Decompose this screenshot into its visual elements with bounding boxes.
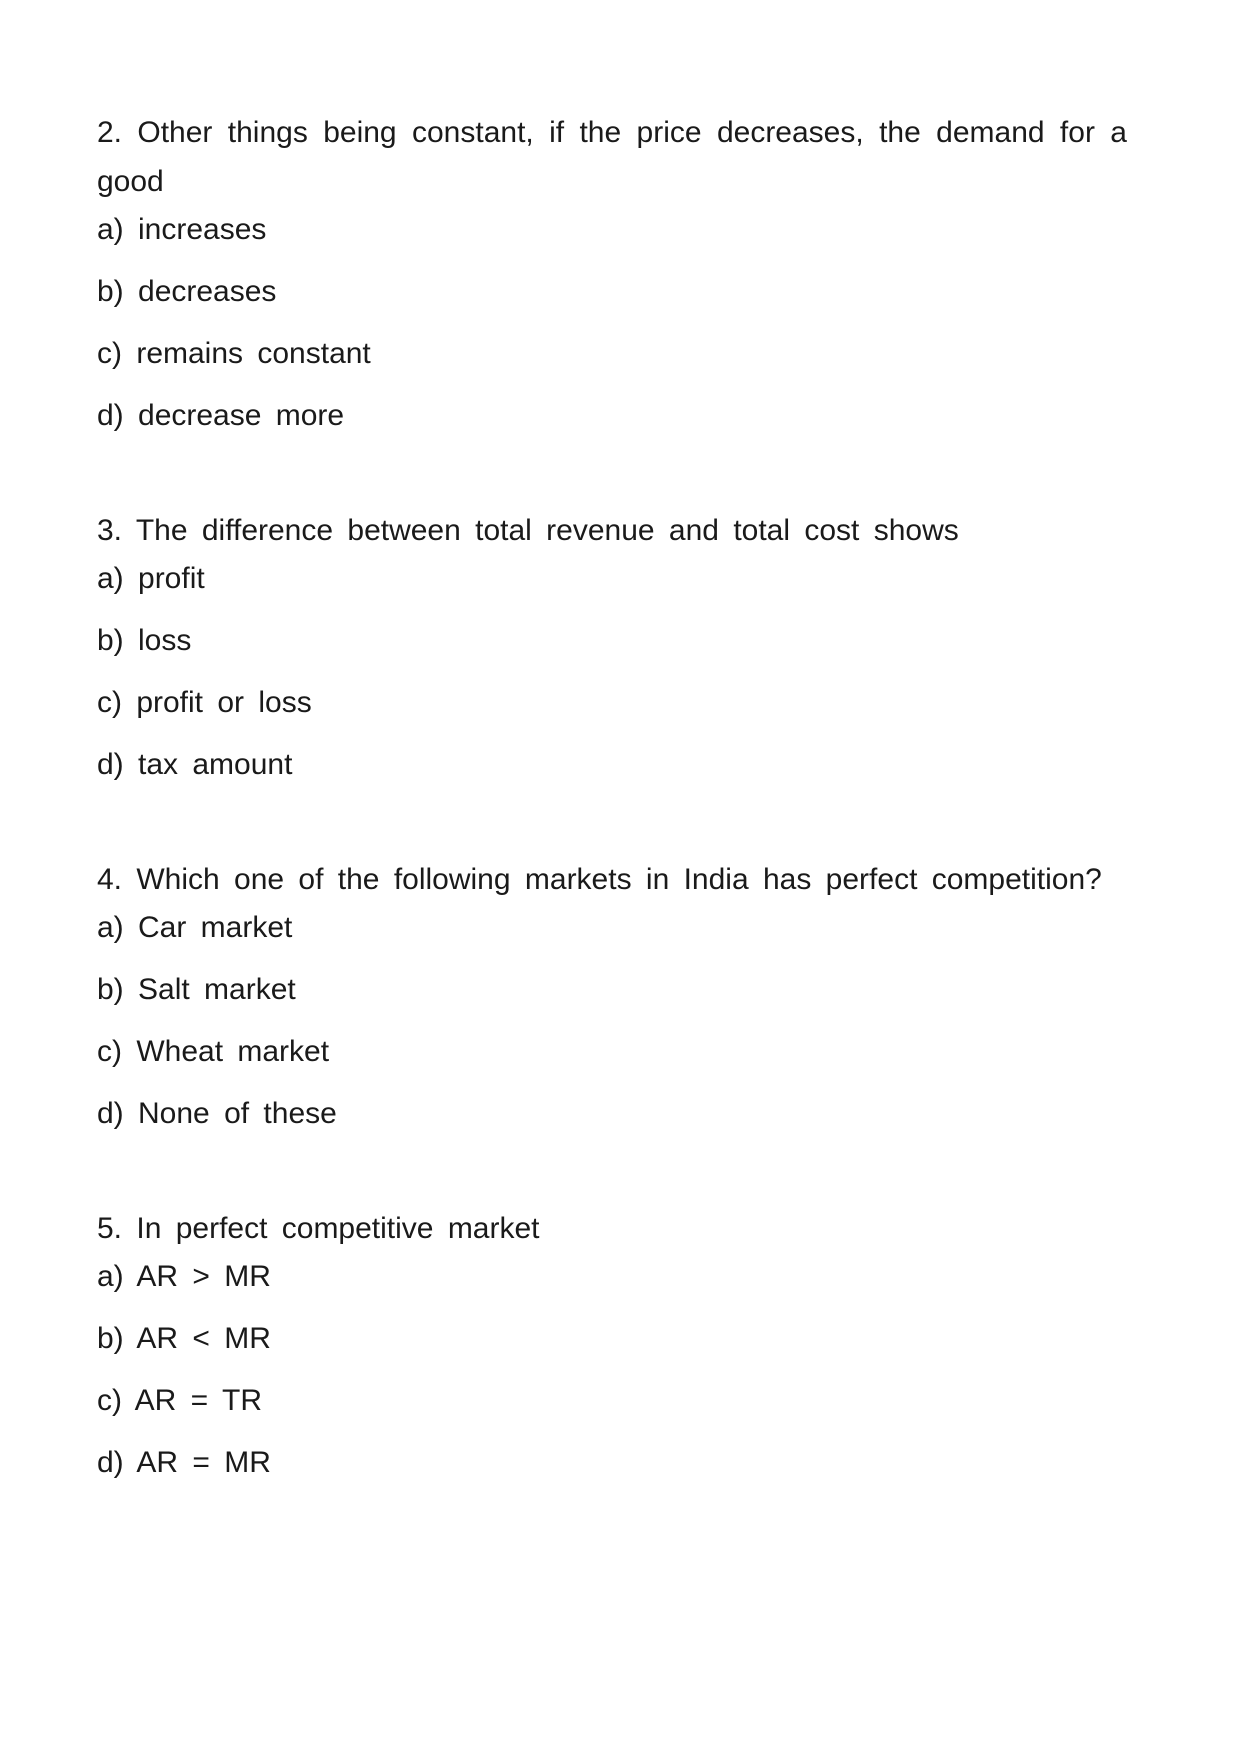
question-text: 3. The difference between total revenue and total cost shows (97, 514, 959, 547)
option-d: d) decrease more (97, 399, 345, 432)
option-a: a) increases (97, 213, 267, 246)
option-c: c) AR = TR (97, 1384, 262, 1417)
option-d: d) tax amount (97, 748, 293, 781)
question-3 (97, 506, 1127, 783)
option-d: d) None of these (97, 1097, 337, 1130)
document-page (97, 108, 1127, 1543)
question-text: 4. Which one of the following markets in India has perfect competition? (97, 863, 1102, 896)
question-text: 2. Other things being constant, if the price decreases, the demand for a good (97, 116, 1127, 198)
option-b: b) loss (97, 624, 192, 657)
question-4 (97, 855, 1127, 1132)
question-text: 5. In perfect competitive market (97, 1212, 540, 1245)
question-2 (97, 108, 1127, 434)
option-a: a) AR > MR (97, 1260, 271, 1293)
option-b: b) AR < MR (97, 1322, 271, 1355)
option-c: c) profit or loss (97, 686, 312, 719)
option-b: b) Salt market (97, 973, 296, 1006)
option-c: c) remains constant (97, 337, 371, 370)
option-a: a) profit (97, 562, 205, 595)
option-d: d) AR = MR (97, 1446, 271, 1479)
option-a: a) Car market (97, 911, 293, 944)
option-b: b) decreases (97, 275, 277, 308)
question-5 (97, 1204, 1127, 1481)
option-c: c) Wheat market (97, 1035, 330, 1068)
